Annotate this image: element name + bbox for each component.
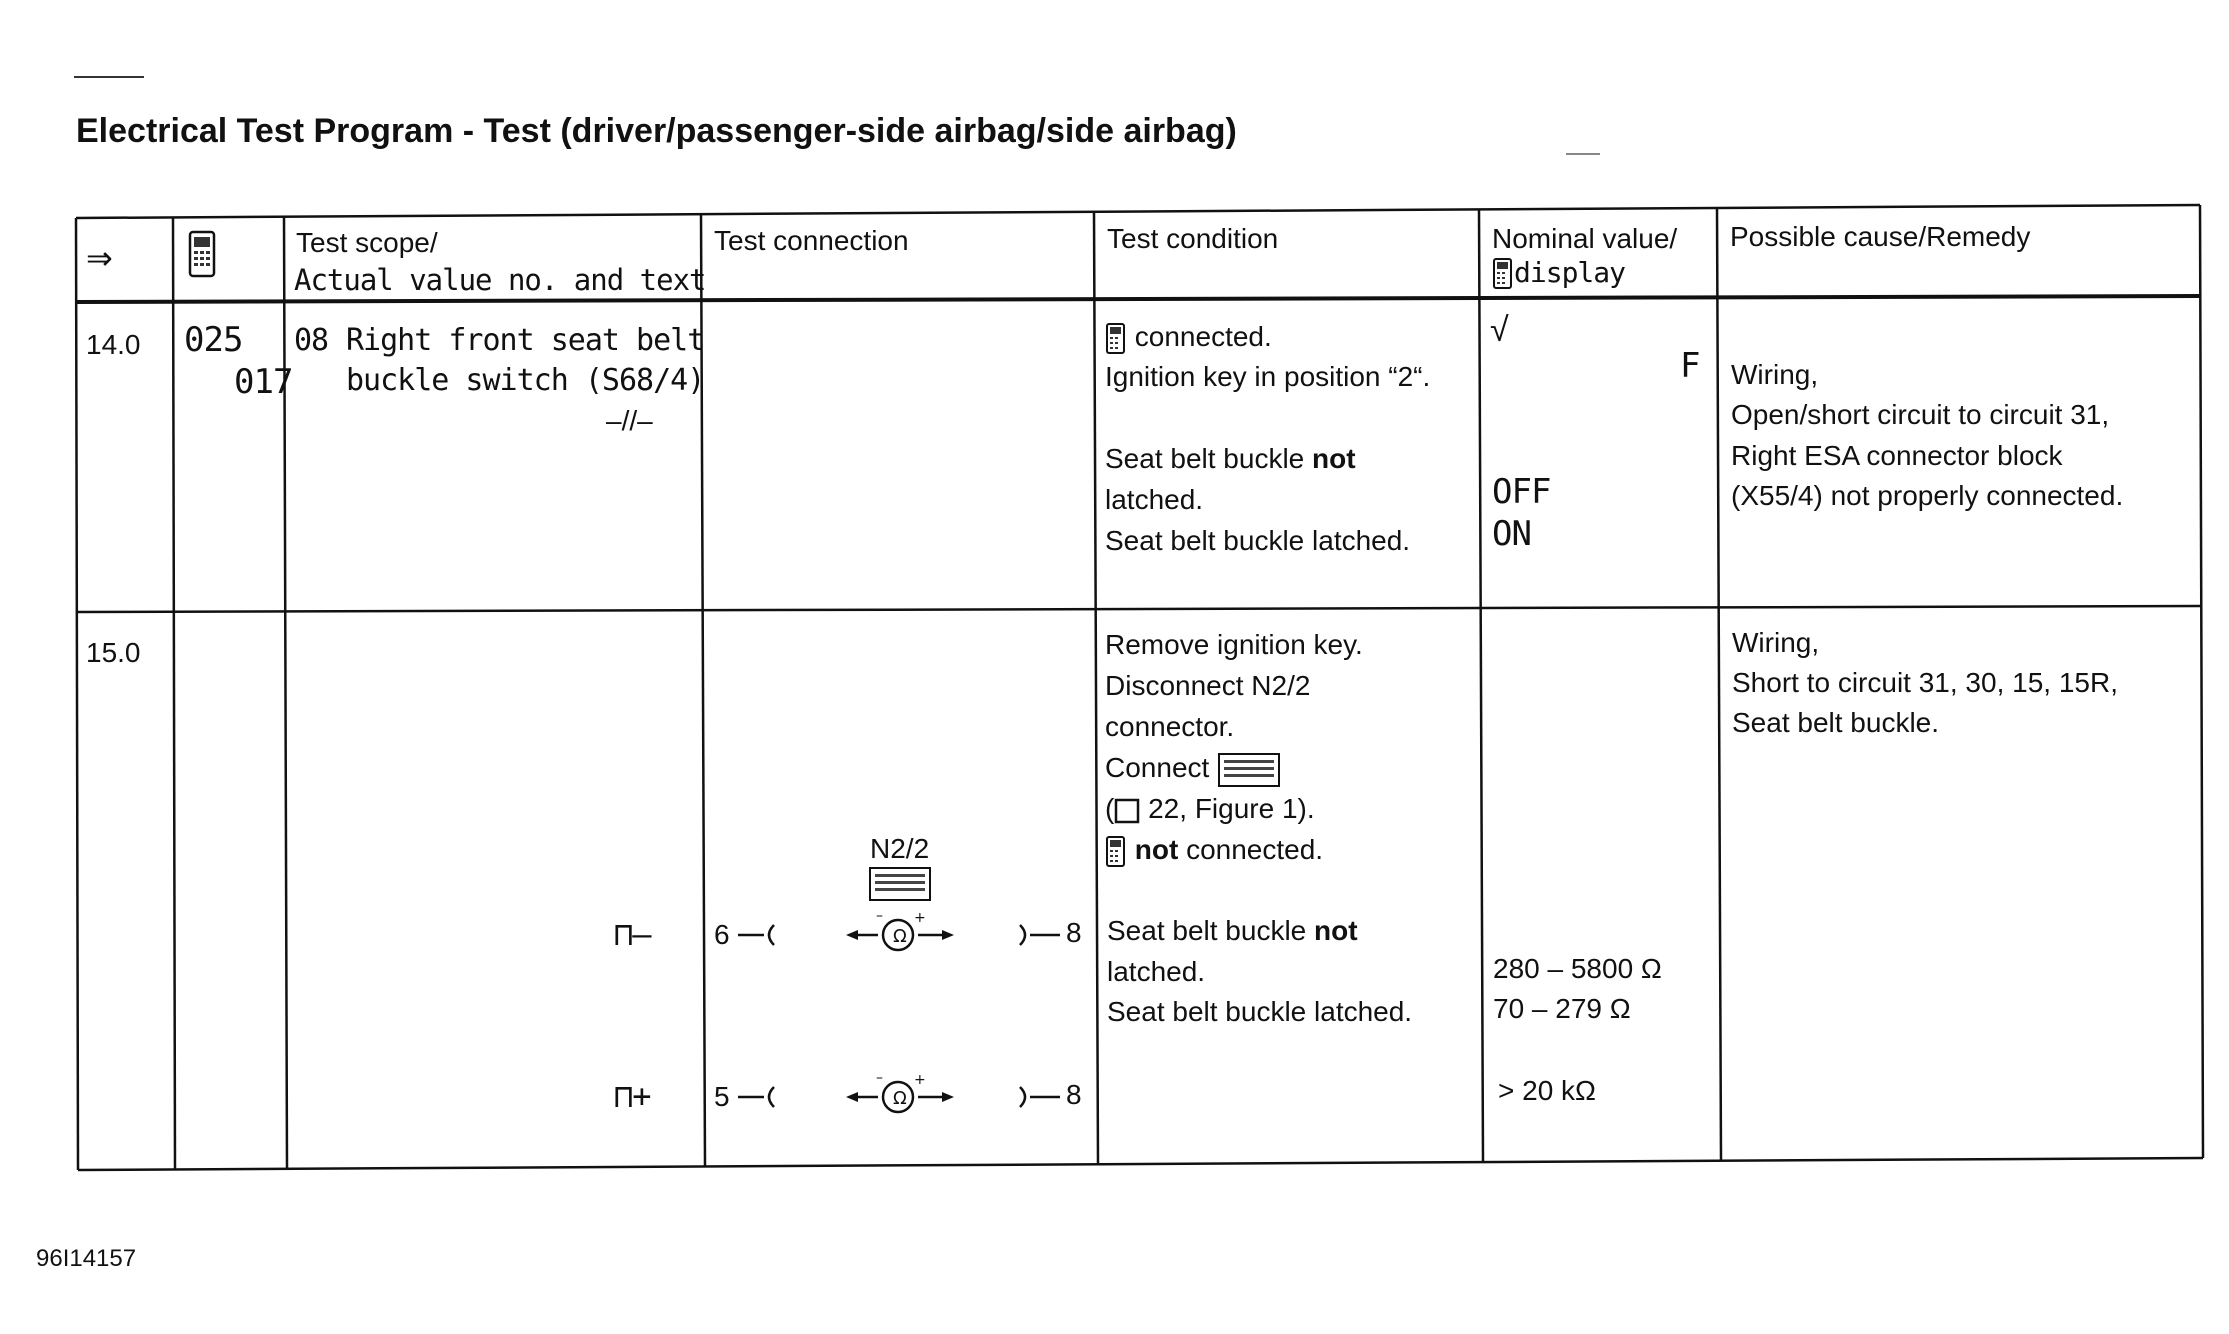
row15-pin-a2: 5	[714, 1081, 730, 1112]
row15-pin-b1: 8	[1066, 917, 1082, 948]
ohmmeter-connection-2	[730, 1062, 1070, 1132]
row15-cond-3: connector.	[1105, 711, 1235, 742]
row15-cond-4	[1105, 747, 1281, 788]
row14-cond-2: Ignition key in position “2“.	[1105, 361, 1431, 392]
row14-cond-5: Seat belt buckle latched.	[1105, 525, 1411, 556]
row15-step: 15.0	[86, 637, 141, 668]
header-remedy: Possible cause/Remedy	[1730, 221, 2031, 252]
row14-code2: 017	[234, 362, 293, 402]
page-title: Electrical Test Program - Test (driver/passenger-side airbag/side airbag)	[76, 112, 1237, 150]
row14-remedy-2: Open/short circuit to circuit 31,	[1731, 399, 2110, 430]
header-connection: Test connection	[714, 225, 909, 256]
connector-block-icon	[868, 866, 932, 902]
svg-text:Ω: Ω	[893, 926, 907, 947]
tester-icon-small	[1105, 836, 1127, 868]
row15-conn-label: N2/2	[870, 833, 930, 864]
row14-scope-2: buckle switch (S68/4)	[346, 363, 705, 398]
row15-cond-1: Remove ignition key.	[1105, 629, 1363, 660]
svg-text:+: +	[914, 1072, 926, 1088]
row14-cond-3a: Seat belt buckle	[1105, 443, 1313, 474]
header-arrow: ⇒	[86, 240, 113, 276]
row15-nom-1: 280 – 5800 Ω	[1493, 953, 1662, 984]
row14-nom-f: F	[1680, 346, 1700, 386]
row14-step: 14.0	[86, 329, 141, 360]
row15-cond-7b: not	[1314, 915, 1358, 946]
row14-cond-3b: not	[1312, 443, 1356, 474]
row14-code1: 025	[184, 320, 243, 360]
row14-remedy-3: Right ESA connector block	[1731, 440, 2063, 471]
book-reference-icon	[1114, 798, 1140, 824]
tester-icon-small	[1492, 258, 1514, 290]
tester-icon	[186, 230, 220, 280]
row15-pin-b2: 8	[1066, 1079, 1082, 1110]
row15-remedy-1: Wiring,	[1732, 627, 1820, 658]
row14-remedy-1: Wiring,	[1731, 359, 1819, 390]
row15-cond-6	[1105, 829, 1323, 870]
svg-text:–: –	[876, 908, 883, 924]
tester-icon-small	[1105, 323, 1127, 355]
row14-scope-1: Right front seat belt	[346, 323, 705, 358]
row14-cond-4: latched.	[1105, 484, 1204, 515]
row14-nom-on: ON	[1492, 514, 1531, 554]
row14-cond-3	[1105, 438, 1356, 479]
header-nominal-2	[1492, 252, 1625, 293]
row15-cond-9: Seat belt buckle latched.	[1107, 996, 1413, 1027]
row15-cond-8: latched.	[1107, 956, 1206, 987]
row15-cond-7	[1107, 910, 1358, 951]
row15-cond-5-text: 22, Figure 1).	[1148, 793, 1315, 824]
row14-nom-check: √	[1490, 311, 1509, 349]
row15-sym-minus: ⊓–	[614, 915, 651, 953]
row15-sym-plus: ⊓+	[614, 1077, 651, 1115]
row14-remedy-4: (X55/4) not properly connected.	[1731, 480, 2124, 511]
row14-scope-num: 08	[294, 323, 329, 358]
row15-remedy-3: Seat belt buckle.	[1732, 707, 1940, 738]
svg-text:–: –	[876, 1070, 883, 1086]
row14-nom-off: OFF	[1492, 472, 1551, 512]
connector-block-icon	[1217, 752, 1281, 788]
svg-text:+: +	[914, 910, 926, 926]
header-nominal-1: Nominal value/	[1492, 223, 1678, 254]
row14-cond-1-text: connected.	[1134, 321, 1272, 352]
header-scope-2: Actual value no. and text	[294, 263, 706, 297]
row15-nom-3: > 20 kΩ	[1498, 1075, 1596, 1106]
row15-cond-2: Disconnect N2/2	[1105, 670, 1311, 701]
header-scope-1: Test scope/	[296, 227, 438, 258]
row15-pin-a1: 6	[714, 919, 730, 950]
row15-cond-6b: connected.	[1178, 834, 1324, 865]
row15-cond-4-text: Connect	[1105, 752, 1210, 783]
figure-id: 96I14157	[36, 1245, 137, 1272]
ohmmeter-connection-1	[730, 900, 1070, 970]
row14-scope-3: –//–	[606, 405, 653, 436]
row15-nom-2: 70 – 279 Ω	[1493, 993, 1631, 1024]
row15-cond-5: ( 22, Figure 1).	[1105, 793, 1315, 824]
row15-remedy-2: Short to circuit 31, 30, 15, 15R,	[1732, 667, 2118, 698]
header-condition: Test condition	[1107, 223, 1279, 254]
row15-cond-7a: Seat belt buckle	[1107, 915, 1315, 946]
row14-cond-1	[1105, 316, 1272, 357]
header-nominal-display: display	[1514, 256, 1626, 289]
svg-text:Ω: Ω	[893, 1088, 907, 1109]
row15-cond-6a: not	[1134, 834, 1179, 865]
